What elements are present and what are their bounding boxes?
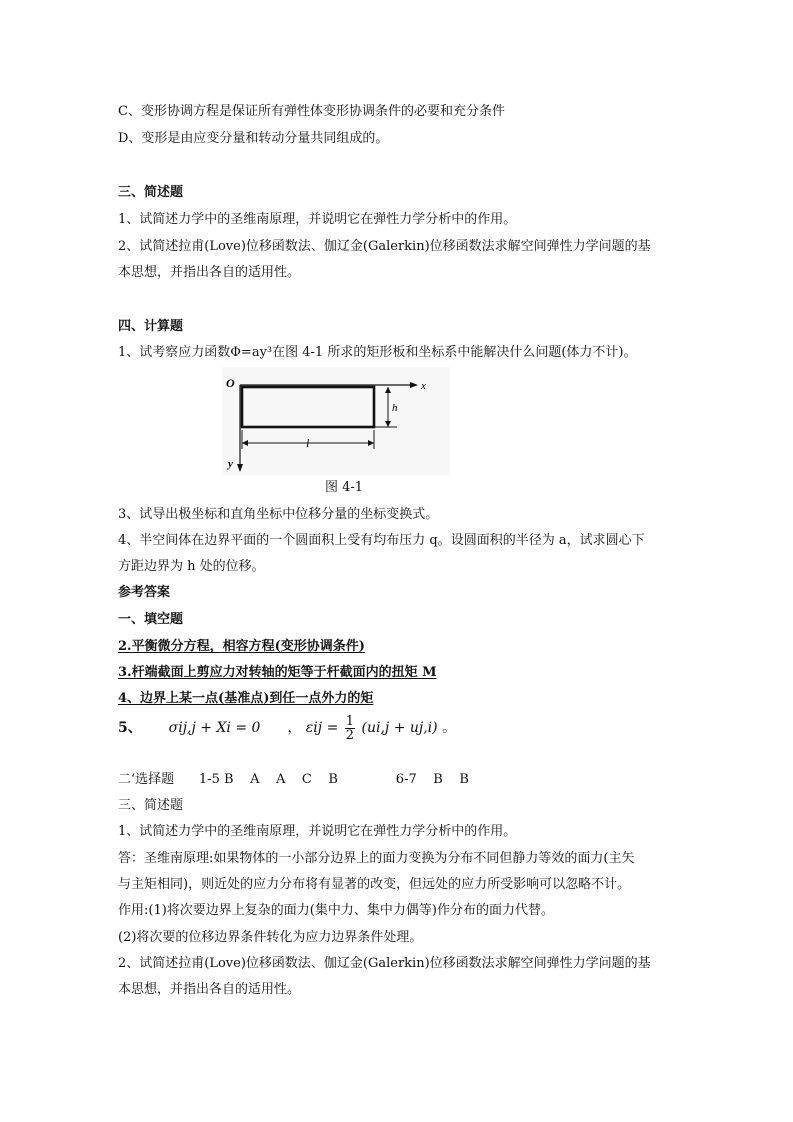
section4-q4-line1: 4、半空间体在边界平面的一个圆面积上受有均布压力 q。设圆面积的半径为 a，试求圆心下 [118, 533, 645, 548]
choice-option-d: D、变形是由应变分量和转动分量共同组成的。 [118, 131, 389, 146]
answers-heading: 参考答案 [118, 585, 171, 600]
answers-s1-line3: 作用:(1)将次要边界上复杂的面力(集中力、集中力偶等)作分布的面力代替。 [118, 903, 554, 918]
answer-5-strain-lhs: εij = [305, 720, 339, 736]
answers-fill-heading: 一、填空题 [118, 612, 184, 627]
figure-4-1 [222, 367, 450, 475]
section3-q1: 1、试简述力学中的圣维南原理，并说明它在弹性力学分析中的作用。 [118, 212, 517, 227]
section3-heading: 三、简述题 [118, 185, 184, 200]
l-label: l [306, 436, 310, 450]
fraction-denominator: 2 [345, 727, 355, 743]
section4-q4-line2: 方距边界为 h 处的位移。 [118, 559, 265, 574]
h-label: h [392, 402, 398, 414]
answer-5 [118, 713, 456, 743]
figure-caption: 图 4-1 [325, 480, 364, 495]
answer-3: 3.杆端截面上剪应力对转轴的矩等于杆截面内的扭矩 M [118, 665, 437, 680]
section4-heading: 四、计算题 [118, 319, 184, 334]
answer-4: 4、边界上某一点(基准点)到任一点外力的矩 [118, 691, 374, 706]
answers-s1-question: 1、试简述力学中的圣维南原理，并说明它在弹性力学分析中的作用。 [118, 824, 517, 839]
section3-q2-line1: 2、试简述拉甫(Love)位移函数法、伽辽金(Galerkin)位移函数法求解空间弹性力学问题的基 [118, 239, 651, 254]
answer-5-equilibrium: σij,j + Xi = 0 [168, 720, 261, 736]
origin-label: O [226, 376, 235, 390]
choice-option-c: C、变形协调方程是保证所有弹性体变形协调条件的必要和充分条件 [118, 104, 505, 119]
answer-2: 2.平衡微分方程，相容方程(变形协调条件) [118, 639, 365, 654]
answers-s1-line1: 答：圣维南原理:如果物体的一小部分边界上的面力变换为分布不同但静力等效的面力(主矢 [118, 851, 635, 866]
x-axis-label: x [421, 380, 426, 392]
answer-5-strain-rhs: (ui,j + uj,i) [361, 720, 438, 736]
section3-q2-line2: 本思想，并指出各自的适用性。 [118, 265, 301, 280]
answers-section3-heading: 三、简述题 [118, 798, 184, 813]
answers-s1-line2: 与主矩相同)，则近处的应力分布将有显著的改变，但远处的应力所受影响可以忽略不计。 [118, 877, 631, 892]
answer-5-separator: ， [287, 720, 302, 736]
answers-s1-line4: (2)将次要的位移边界条件转化为应力边界条件处理。 [118, 930, 423, 945]
answers-s2-line2: 本思想，并指出各自的适用性。 [118, 982, 301, 997]
section4-q3: 3、试导出极坐标和直角坐标中位移分量的坐标变换式。 [118, 507, 439, 522]
fraction-numerator: 1 [345, 713, 355, 729]
answer-5-end: 。 [442, 720, 457, 736]
section4-q1: 1、试考察应力函数Φ=ay³在图 4-1 所求的矩形板和坐标系中能解决什么问题(体力不计)。 [118, 345, 637, 360]
answer-5-label: 5、 [118, 720, 142, 736]
y-axis-label: y [228, 458, 233, 470]
choice-answers: 二‘选择题 1-5 B A A C B 6-7 B B [118, 772, 469, 787]
answer-5-fraction [345, 715, 355, 742]
answers-s2-line1: 2、试简述拉甫(Love)位移函数法、伽辽金(Galerkin)位移函数法求解空间弹性力学问题的基 [118, 956, 651, 971]
